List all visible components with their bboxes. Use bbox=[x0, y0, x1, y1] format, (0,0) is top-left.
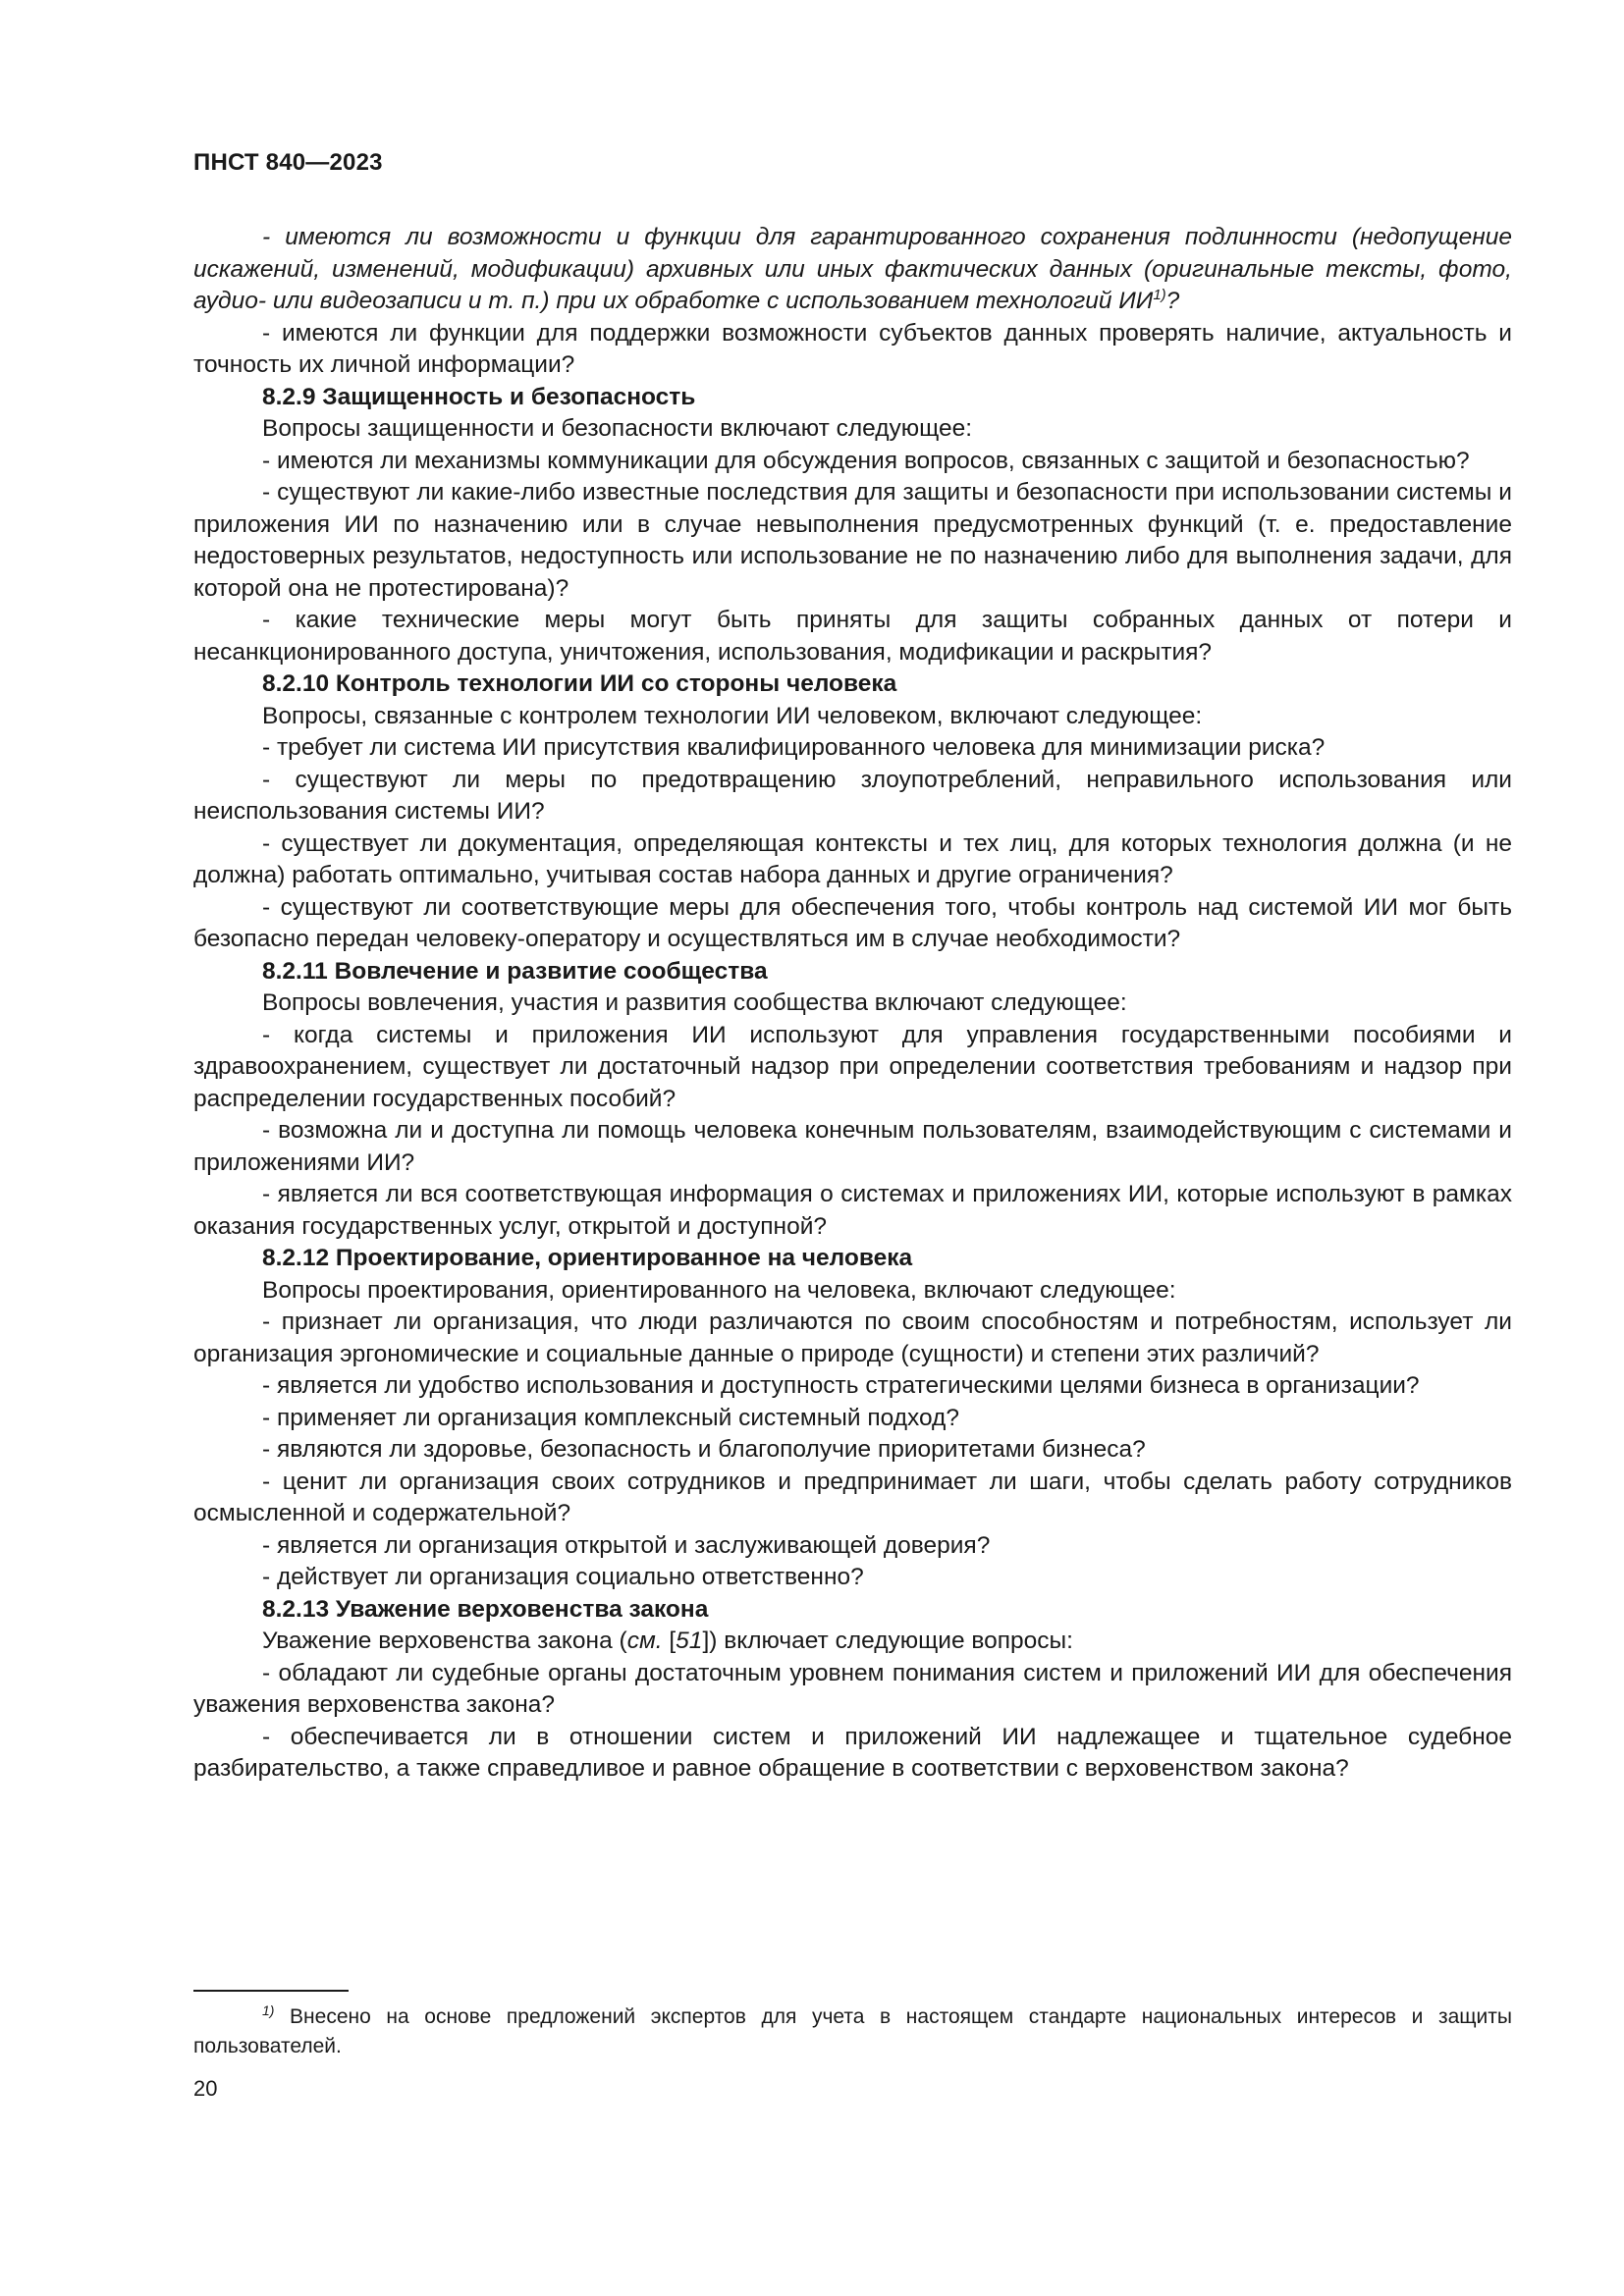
list-item: - имеются ли возможности и функции для гарантированного сохранения подлинности (недопущение искажений, изменений, модификации) архивных или иных фактических данных (оригинальные тексты, фото, аудио- или видеозаписи и т. п.) при их обработке с использованием технологий ИИ$^{1)}$? bbox=[193, 224, 1512, 314]
footnote: $^{1)}$ Внесено на основе предложений экспертов для учета в настоящем стандарте национальных интересов и защиты пользователей. bbox=[193, 2002, 1512, 2057]
list-item: - имеются ли механизмы коммуникации для обсуждения вопросов, связанных с защитой и безопасностью? bbox=[262, 447, 1470, 474]
paragraph: Вопросы вовлечения, участия и развития сообщества включают следующее: bbox=[262, 989, 1127, 1016]
list-item: - ценит ли организация своих сотрудников и предпринимает ли шаги, чтобы сделать работу сотрудников осмысленной и содержательной? bbox=[193, 1468, 1512, 1526]
page-number: 20 bbox=[193, 2076, 218, 2101]
document-header: ПНСТ 840—2023 bbox=[193, 149, 383, 176]
list-item: - возможна ли и доступна ли помощь человека конечным пользователям, взаимодействующим с системами и приложениями ИИ? bbox=[193, 1117, 1512, 1176]
paragraph: Вопросы проектирования, ориентированного на человека, включают следующее: bbox=[262, 1276, 1176, 1304]
list-item: - действует ли организация социально ответственно? bbox=[262, 1564, 864, 1590]
section-heading-8-2-11: 8.2.11 Вовлечение и развитие сообщества bbox=[262, 957, 768, 985]
bibliography-reference[interactable]: 51 bbox=[676, 1628, 703, 1654]
section-heading-8-2-13: 8.2.13 Уважение верховенства закона bbox=[262, 1595, 709, 1623]
list-item: - признает ли организация, что люди различаются по своим способностям и потребностям, использует ли организация эргономические и социальные данные о природе (сущности) и степени этих различий? bbox=[193, 1308, 1512, 1367]
list-item: - имеются ли функции для поддержки возможности субъектов данных проверять наличие, актуальность и точность их личной информации? bbox=[193, 319, 1512, 378]
list-item: - обеспечивается ли в отношении систем и приложений ИИ надлежащее и тщательное судебное разбирательство, а также справедливое и равное обращение в соответствии с верховенством закона? bbox=[193, 1723, 1512, 1782]
section-heading-8-2-10: 8.2.10 Контроль технологии ИИ со стороны человека bbox=[262, 670, 897, 697]
list-item: - является ли удобство использования и доступность стратегическими целями бизнеса в организации? bbox=[262, 1372, 1420, 1399]
list-item: - применяет ли организация комплексный системный подход? bbox=[262, 1404, 959, 1431]
list-item: - являются ли здоровье, безопасность и благополучие приоритетами бизнеса? bbox=[262, 1436, 1146, 1463]
section-heading-8-2-12: 8.2.12 Проектирование, ориентированное на человека bbox=[262, 1245, 913, 1271]
paragraph: Вопросы защищенности и безопасности включают следующее: bbox=[262, 415, 973, 442]
list-item: - существуют ли какие-либо известные последствия для защиты и безопасности при использовании системы и приложения ИИ по назначению или в случае невыполнения предусмотренных функций (т. е. предоставление недостоверных результатов, недоступность или использование не по назначению либо для выполнения задачи, для которой она не протестирована)? bbox=[193, 479, 1512, 602]
list-item: - существует ли документация, определяющая контексты и тех лиц, для которых технология должна (и не должна) работать оптимально, учитывая состав набора данных и другие ограничения? bbox=[193, 829, 1512, 888]
list-item: - является ли вся соответствующая информация о системах и приложениях ИИ, которые используют в рамках оказания государственных услуг, открытой и доступной? bbox=[193, 1181, 1512, 1240]
footnote-reference: 1) bbox=[1153, 287, 1166, 303]
section-heading-8-2-9: 8.2.9 Защищенность и безопасность bbox=[262, 383, 696, 410]
list-item: - является ли организация открытой и заслуживающей доверия? bbox=[262, 1531, 991, 1559]
list-item: - существуют ли меры по предотвращению злоупотреблений, неправильного использования или неиспользования системы ИИ? bbox=[193, 766, 1512, 825]
footnote-mark: 1) bbox=[262, 2002, 275, 2018]
paragraph: Уважение верховенства закона (см. [51]) включает следующие вопросы: bbox=[262, 1628, 1073, 1654]
list-item: - требует ли система ИИ присутствия квалифицированного человека для минимизации риска? bbox=[262, 734, 1326, 761]
list-item: - какие технические меры могут быть приняты для защиты собранных данных от потери и несанкционированного доступа, уничтожения, использования, модификации и раскрытия? bbox=[193, 607, 1512, 666]
footnote-divider bbox=[193, 1990, 349, 1992]
paragraph: Вопросы, связанные с контролем технологии ИИ человеком, включают следующее: bbox=[262, 702, 1203, 729]
list-item: - когда системы и приложения ИИ используют для управления государственными пособиями и здравоохранением, существует ли достаточный надзор при определении соответствия требованиям и надзор при распределении государственных пособий? bbox=[193, 1021, 1512, 1112]
list-item: - существуют ли соответствующие меры для обеспечения того, чтобы контроль над системой ИИ мог быть безопасно передан человеку-оператору и осуществляться им в случае необходимости? bbox=[193, 893, 1512, 952]
list-item: - обладают ли судебные органы достаточным уровнем понимания систем и приложений ИИ для обеспечения уважения верховенства закона? bbox=[193, 1659, 1512, 1718]
document-body bbox=[193, 222, 1512, 1786]
